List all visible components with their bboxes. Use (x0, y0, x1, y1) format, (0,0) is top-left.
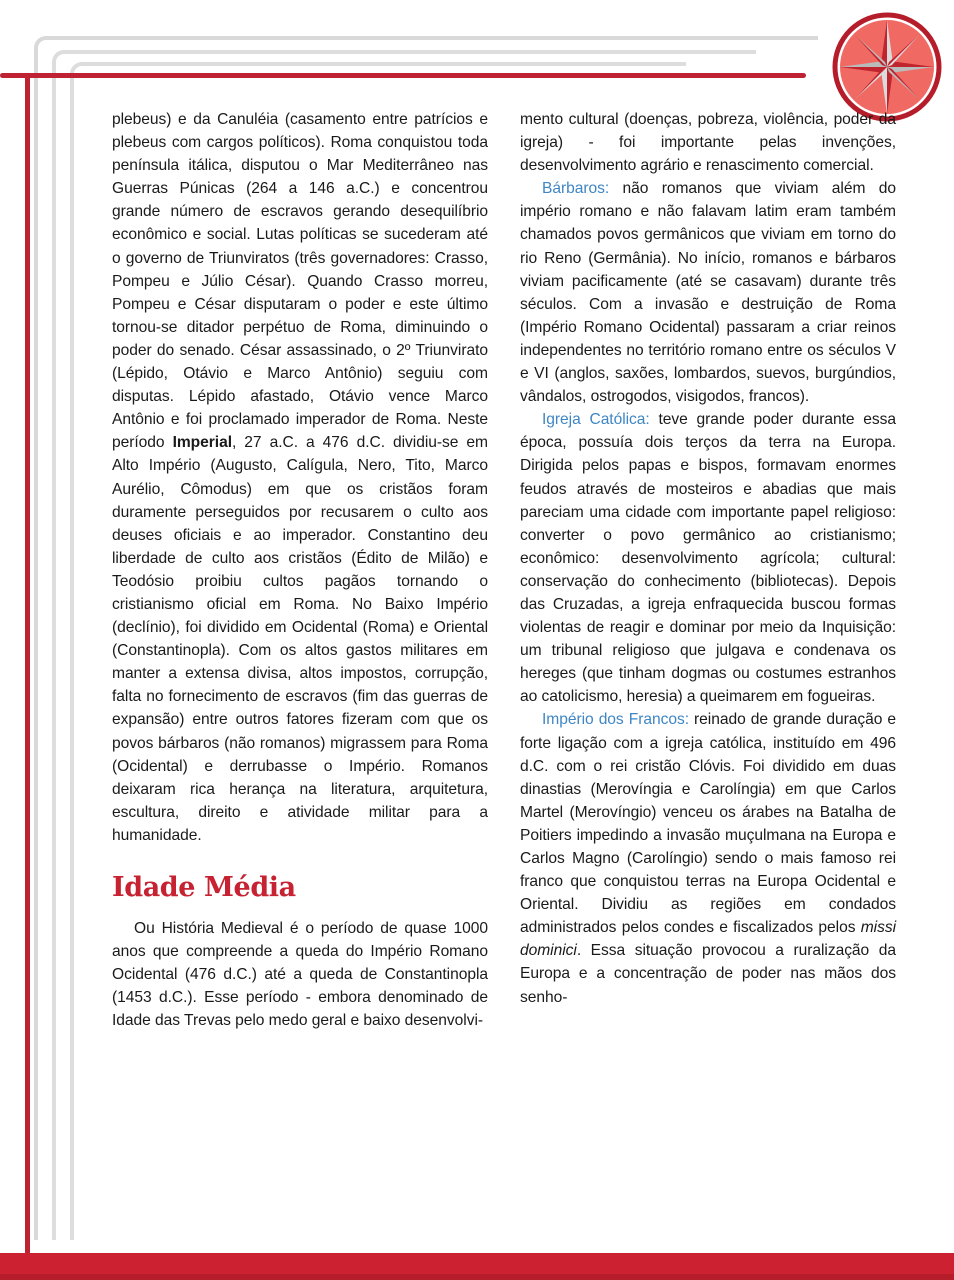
compass-rose-icon (832, 12, 942, 122)
emphasis-imperial: Imperial (172, 434, 232, 452)
right-column (520, 108, 896, 1218)
left-paragraph-1 (112, 108, 488, 847)
right-paragraph-4-part-b: . Essa situação provocou a ruralização da Europa e a concentração de poder nas mãos dos senho- (520, 942, 896, 1006)
section-heading-idade-media: Idade Média (112, 872, 296, 903)
term-igreja-catolica: Igreja Católica: (542, 411, 650, 429)
term-barbaros: Bárbaros: (542, 180, 610, 198)
left-column (112, 108, 488, 1218)
right-paragraph-3-body: teve grande poder durante essa época, possuía dois terços da terra na Europa. Dirigida pelos papas e bispos, formavam enormes feudos através de mosteiros e abadias que mais pareciam uma cidade com importante papel religioso: converter o povo germânico ao cristianismo; econômico: desenvolvimento agrícola; cultural: conservação do conhecimento (bibliotecas). Depois das Cruzadas, a igreja enfraquecida buscou formas violentas de reagir e dominar por meio da Inquisição: um tribunal religioso que julgava e condenava os hereges (que tinham dogmas ou costumes estranhos ao catolicismo, heresia) a queimarem em fogueiras. (520, 411, 896, 706)
right-paragraph-4-part-a: reinado de grande duração e forte ligação com a igreja católica, instituído em 496 d.C. com o rei cristão Clóvis. Foi dividido em duas dinastias (Merovíngia e Carolíngia) em que Carlos Martel (Merovíngio) venceu os árabes na Batalha de Poitiers impedindo a invasão muçulmana na Europa e Carlos Magno (Carolíngio) sendo o mais famoso rei franco que conquistou terras na Europa Ocidental e Oriental. Dividiu as regiões em condados administrados pelos condes e fiscalizados pelos (520, 711, 896, 937)
emphasis-missi-dominici: missi dominici (520, 919, 896, 960)
left-paragraph-2: Ou História Medieval é o período de quase 1000 anos que compreende a queda do Império Romano Ocidental (476 d.C.) até a queda de Constantinopla (1453 d.C.). Esse período - embora denominado de Idade das Trevas pelo medo geral e baixo desenvolvi- (112, 919, 488, 1030)
side-red-rule (25, 73, 30, 1255)
right-paragraph-4 (520, 708, 896, 1008)
footer-red-bar-shadow (0, 1274, 954, 1280)
term-imperio-dos-francos: Império dos Francos: (542, 711, 689, 729)
right-paragraph-3 (520, 408, 896, 708)
left-paragraph-1-part-b: , 27 a.C. a 476 d.C. dividiu-se em Alto Império (Augusto, Calígula, Nero, Tito, Marco Aurélio, Cômodus) em que os cristãos foram duramente perseguidos por recusarem o culto aos deuses oficiais e ao imperador. Constantino deu liberdade de culto aos cristãos (Édito de Milão) e Teodósio proibiu cultos pagãos tornando o cristianismo oficial em Roma. No Baixo Império (declínio), foi dividido em Ocidental (Roma) e Oriental (Constantinopla). Com os altos gastos militares em manter a extensa divisa, altos impostos, corrupção, falta no fornecimento de escravos (fim das guerras de expansão) entre outros fatores fizeram com que os povos bárbaros (não romanos) migrassem para Roma (Ocidental) e derrubasse o Império. Romanos deixaram rica herança na literatura, arquitetura, escultura, direito e atividade militar para a humanidade. (112, 434, 488, 844)
right-paragraph-2-body: não romanos que viviam além do império romano e não falavam latim eram também chamados povos germânicos que viviam em torno do rio Reno (Germânia). No início, romanos e bárbaros viviam pacificamente (até se casavam) durante três séculos. Com a invasão e destruição de Roma (Império Romano Ocidental) passaram a criar reinos independentes no território romano entre os séculos V e VI (anglos, saxões, lombardos, suevos, burgúndios, vândalos, ostrogodos, visigodos, francos). (520, 180, 896, 406)
body-columns (112, 108, 896, 1218)
right-paragraph-1: mento cultural (doenças, pobreza, violência, poder da igreja) - foi importante pelas invenções, desenvolvimento agrário e renascimento comercial. (520, 111, 896, 175)
left-paragraph-1-part-a: plebeus) e da Canuléia (casamento entre patrícios e plebeus com cargos políticos). Roma conquistou toda península itálica, disputou o Mar Mediterrâneo nas Guerras Púnicas (264 a 146 a.C.) e concentrou grande número de escravos gerando desequilíbrio econômico e social. Lutas políticas se sucederam até o governo de Triunviratos (três governadores: Crasso, Pompeu e Júlio César). Quando Crasso morreu, Pompeu e César disputaram o poder e este último tornou-se ditador perpétuo de Roma, diminuindo o poder do senado. César assassinado, o 2º Triunvirato (Lépido, Otávio e Marco Antônio) seguiu com disputas. Lépido afastado, Otávio vence Marco Antônio e foi proclamado imperador de Roma. Neste período (112, 111, 488, 452)
right-paragraph-2 (520, 177, 896, 408)
header-red-rule (0, 73, 806, 78)
